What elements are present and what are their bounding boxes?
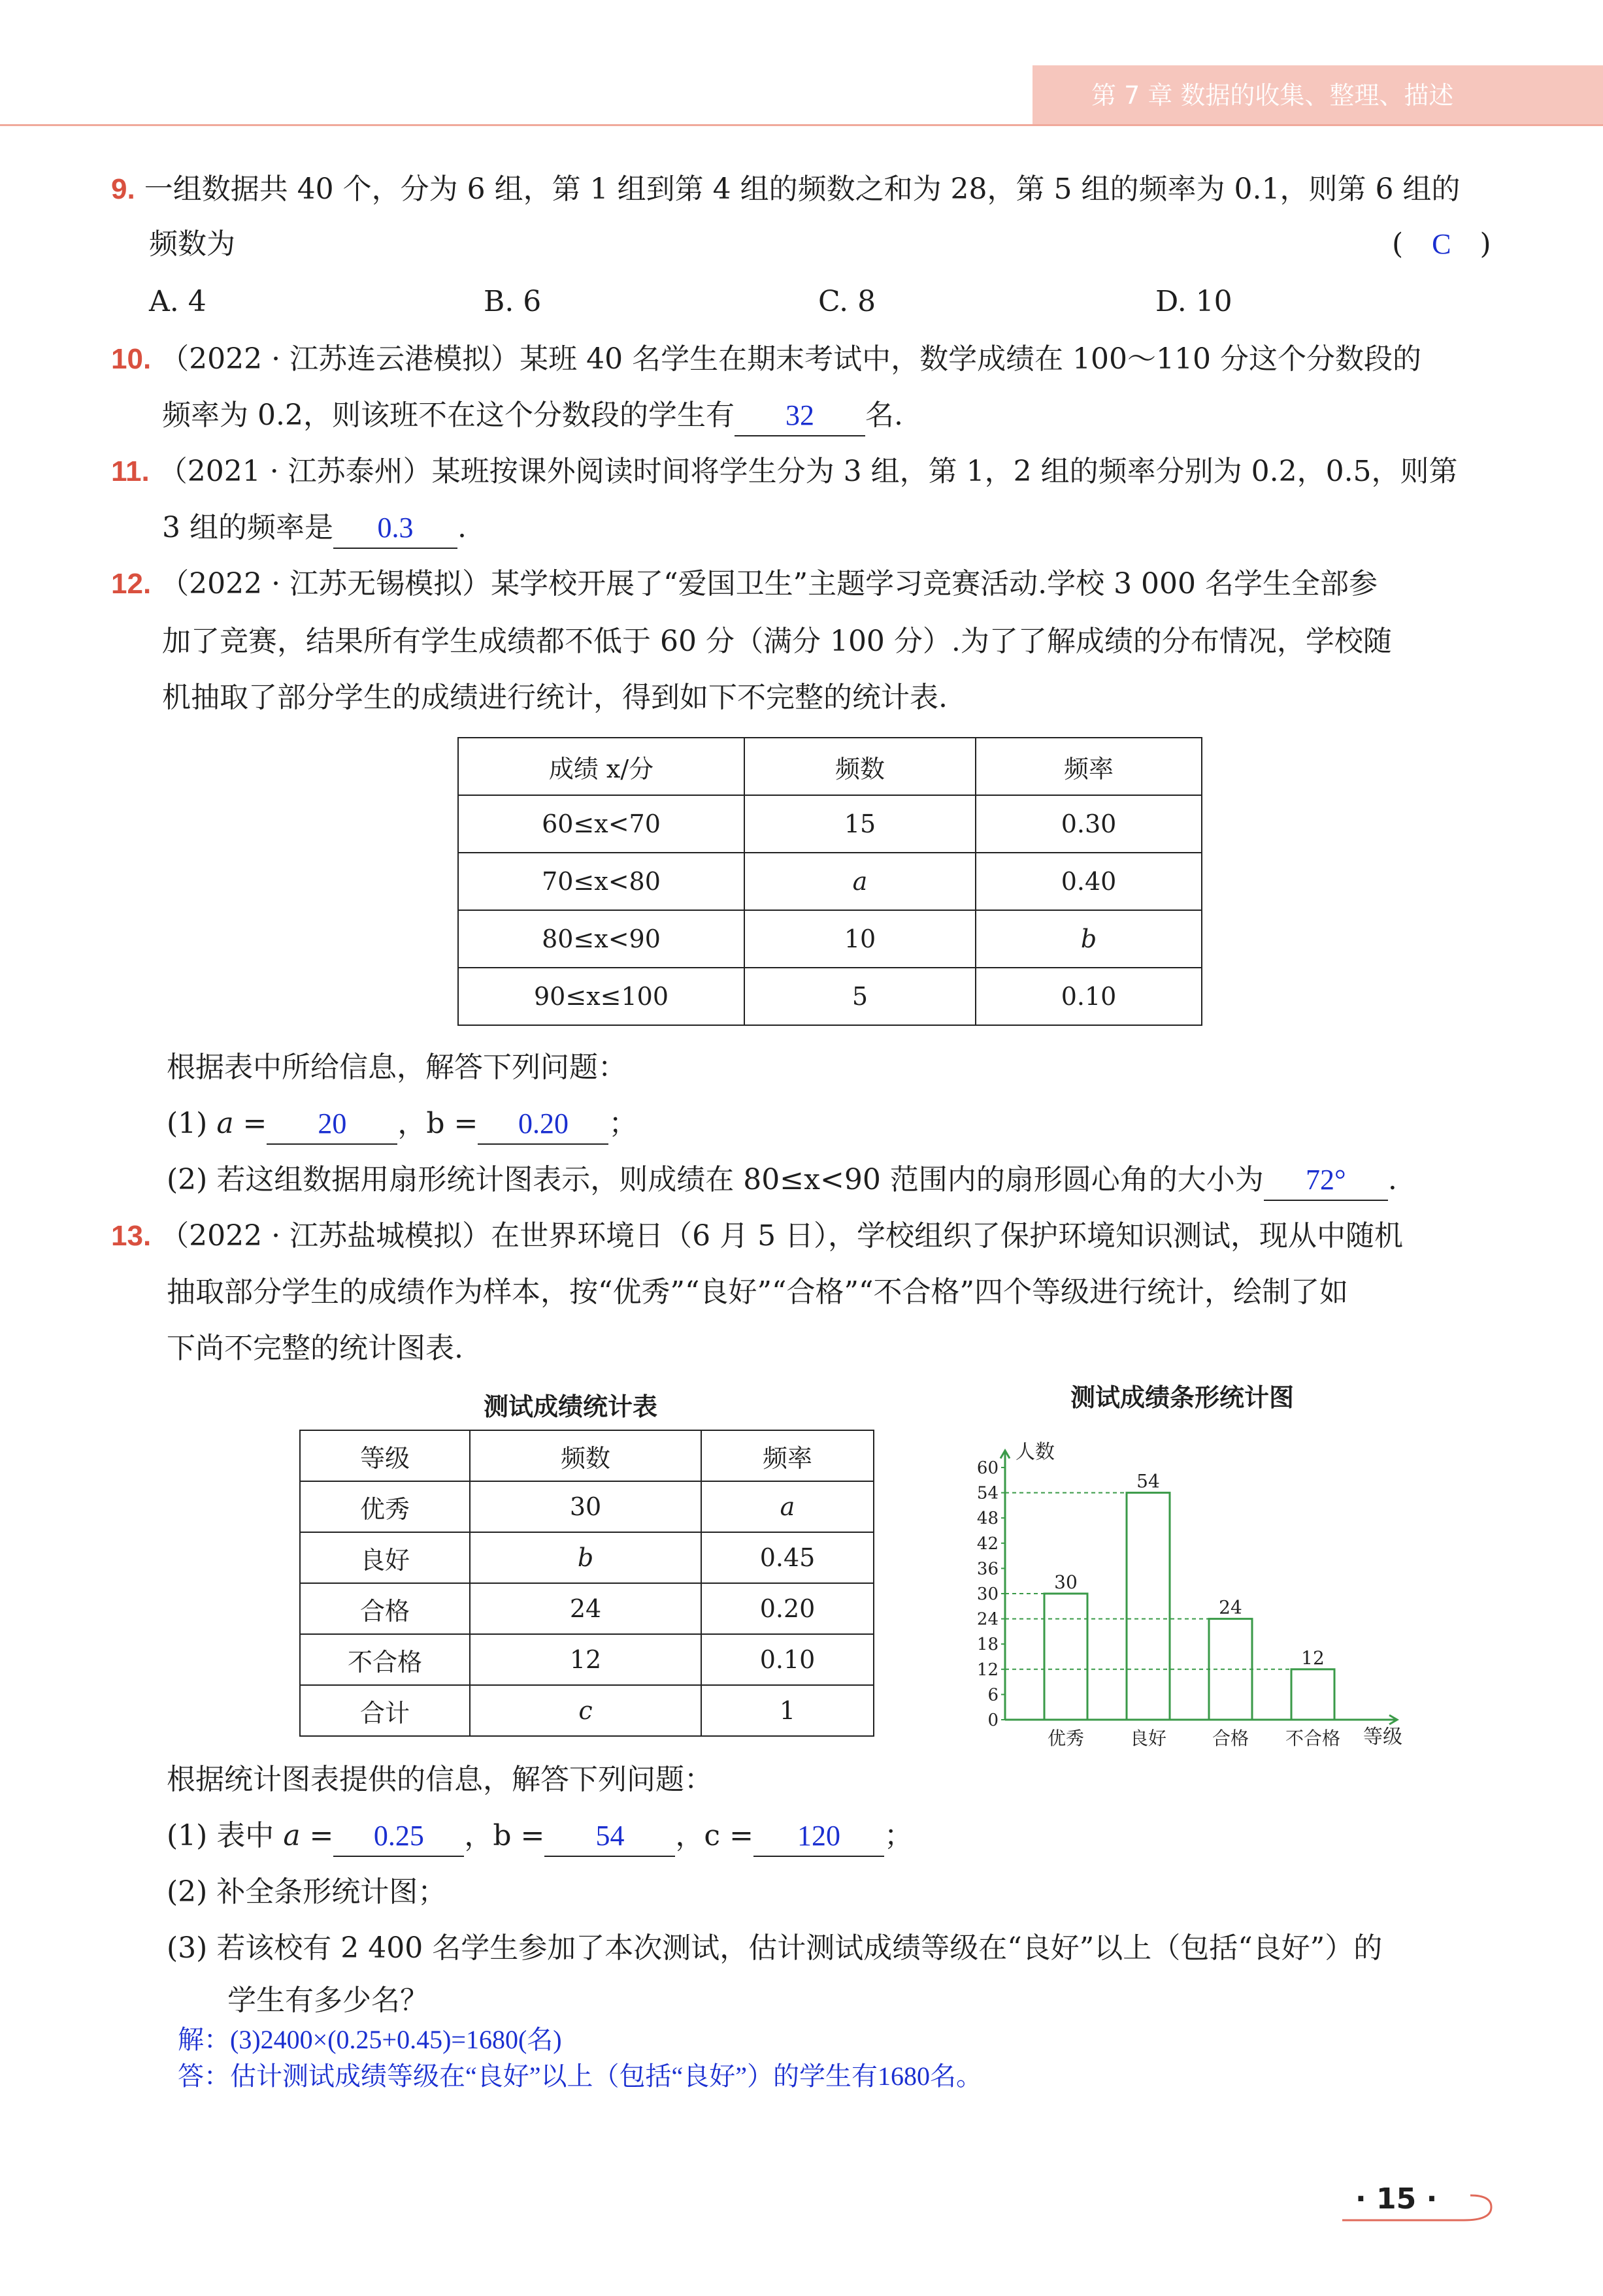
table-cell: 合格	[300, 1583, 470, 1634]
q13-line3: 下尚不完整的统计图表.	[167, 1332, 463, 1365]
q12-b-blank: 0.20	[478, 1104, 608, 1145]
q12-frequency-table	[457, 737, 1202, 1026]
bar-value-label: 54	[1136, 1470, 1160, 1492]
q13-b-blank: 54	[544, 1816, 675, 1857]
q10-answer-blank: 32	[735, 396, 865, 436]
y-tick-label: 18	[976, 1635, 999, 1655]
table-cell: 80≤x<90	[458, 910, 744, 968]
table-row	[300, 1583, 874, 1634]
bar	[1127, 1493, 1170, 1720]
x-tick-label: 优秀	[1047, 1728, 1085, 1749]
q12-part2: (2) 若这组数据用扇形统计图表示，则成绩在 80≤x<90 范围内的扇形圆心角的大小为 72° .	[167, 1151, 1397, 1209]
table-cell: 合计	[300, 1685, 470, 1736]
table-header-row	[300, 1430, 874, 1481]
q12-number: 12.	[111, 568, 152, 600]
table-cell: 优秀	[300, 1481, 470, 1532]
table-row	[300, 1634, 874, 1685]
table-row	[458, 795, 1202, 853]
q9-stem: 一组数据共 40 个，分为 6 组，第 1 组到第 4 组的频数之和为 28，第 5 组的频率为 0.1，则第 6 组的	[144, 172, 1461, 206]
q12-a-blank: 20	[267, 1104, 397, 1145]
q13-solution-line1: 解：(3)2400×(0.25+0.45)=1680(名)	[178, 2025, 562, 2054]
q9-line2: 频数为	[149, 227, 235, 261]
y-tick-label: 48	[976, 1509, 999, 1529]
q12-prompt: 根据表中所给信息，解答下列问题：	[167, 1051, 627, 1084]
chart-title: 测试成绩条形统计图	[1070, 1383, 1295, 1412]
q9-option-d: D. 10	[1155, 285, 1232, 318]
table-row	[458, 853, 1202, 910]
table-cell: b	[470, 1532, 701, 1583]
q9-option-b: B. 6	[484, 285, 542, 318]
table-row	[458, 910, 1202, 968]
table-header-cell: 频率	[701, 1430, 874, 1481]
q12-line3: 机抽取了部分学生的成绩进行统计，得到如下不完整的统计表.	[162, 681, 948, 714]
x-axis-label: 等级	[1363, 1726, 1402, 1748]
bar-value-label: 12	[1301, 1647, 1325, 1669]
q9-number: 9.	[111, 173, 135, 205]
q13-line1: 13. （2022 · 江苏盐城模拟）在世界环境日（6 月 5 日），学校组织了保护环境知识测试，现从中随机	[111, 1219, 1404, 1253]
q13-c-blank: 120	[753, 1816, 884, 1857]
y-tick-label: 54	[976, 1483, 999, 1503]
y-tick-label: 36	[976, 1559, 999, 1579]
table-cell: 60≤x<70	[458, 795, 744, 853]
q13-part3-line1: (3) 若该校有 2 400 名学生参加了本次测试，估计测试成绩等级在“良好”以上（包括“良好”）的	[167, 1931, 1383, 1965]
table-cell: 15	[744, 795, 976, 853]
table-header-cell: 等级	[300, 1430, 470, 1481]
table-cell: 1	[701, 1685, 874, 1736]
y-tick-label: 6	[987, 1685, 999, 1705]
table-cell: 0.40	[976, 853, 1202, 910]
x-tick-label: 良好	[1129, 1728, 1167, 1749]
table-cell: 24	[470, 1583, 701, 1634]
q13-part3-line2: 学生有多少名？	[227, 1984, 429, 2017]
table-row	[300, 1532, 874, 1583]
q11-answer-blank: 0.3	[333, 508, 457, 549]
y-tick-label: 30	[976, 1584, 999, 1604]
y-tick-label: 0	[987, 1711, 999, 1730]
q13-table-title: 测试成绩统计表	[484, 1392, 658, 1421]
q13-number: 13.	[111, 1220, 152, 1252]
q13-solution-line2: 答：估计测试成绩等级在“良好”以上（包括“良好”）的学生有1680名。	[178, 2061, 983, 2091]
page-number: · 15 ·	[1355, 2182, 1438, 2216]
y-axis-label: 人数	[1016, 1441, 1055, 1464]
table-header-cell: 频数	[744, 738, 976, 795]
bar	[1291, 1669, 1334, 1720]
table-cell: 10	[744, 910, 976, 968]
table-header-cell: 成绩 x/分	[458, 738, 744, 795]
q9-answer: C	[1432, 228, 1451, 260]
chapter-header-title: 第 7 章 数据的收集、整理、描述	[1091, 81, 1454, 110]
y-tick-label: 12	[976, 1660, 999, 1680]
header-rule	[0, 124, 1603, 126]
table-cell: a	[701, 1481, 874, 1532]
table-header-row	[458, 738, 1202, 795]
table-cell: 30	[470, 1481, 701, 1532]
q10-line1: 10. （2022 · 江苏连云港模拟）某班 40 名学生在期末考试中，数学成绩在 100～110 分这个分数段的	[111, 342, 1422, 376]
bar-chart	[961, 1418, 1457, 1771]
y-tick-label: 60	[976, 1458, 999, 1478]
bar-value-label: 30	[1054, 1571, 1078, 1593]
q13-part1: (1) 表中 a = 0.25 ，b = 54 ，c = 120 ；	[167, 1807, 913, 1865]
q10-line2: 频率为 0.2，则该班不在这个分数段的学生有 32 名.	[162, 387, 903, 444]
table-cell: 90≤x≤100	[458, 968, 744, 1025]
table-header-cell: 频率	[976, 738, 1202, 795]
table-row	[300, 1481, 874, 1532]
table-cell: 良好	[300, 1532, 470, 1583]
x-tick-label: 不合格	[1285, 1728, 1341, 1749]
table-cell: 70≤x<80	[458, 853, 744, 910]
table-cell: 0.45	[701, 1532, 874, 1583]
table-row	[300, 1685, 874, 1736]
q9-option-c: C. 8	[818, 285, 876, 318]
table-cell: 5	[744, 968, 976, 1025]
table-cell: 0.30	[976, 795, 1202, 853]
q13-part2: (2) 补全条形统计图；	[167, 1875, 447, 1909]
q13-grade-table	[299, 1430, 874, 1737]
table-cell: 不合格	[300, 1634, 470, 1685]
bar-value-label: 24	[1219, 1596, 1242, 1618]
table-cell: 0.10	[701, 1634, 874, 1685]
q12-line1: 12. （2022 · 江苏无锡模拟）某学校开展了“爱国卫生”主题学习竞赛活动.学校 3 000 名学生全部参	[111, 567, 1378, 600]
q11-line1: 11. （2021 · 江苏泰州）某班按课外阅读时间将学生分为 3 组，第 1，2 组的频率分别为 0.2，0.5，则第	[111, 455, 1458, 488]
q13-line2: 抽取部分学生的成绩作为样本，按“优秀”“良好”“合格”“不合格”四个等级进行统计，绘制了如	[167, 1275, 1348, 1309]
q9-option-a: A. 4	[149, 285, 207, 318]
q12-part1: (1) a = 20 ，b = 0.20 ；	[167, 1095, 637, 1153]
q10-number: 10.	[111, 343, 152, 375]
q9-answer-paren: ( C )	[1392, 227, 1491, 261]
y-tick-label: 24	[976, 1609, 999, 1630]
x-tick-label: 合格	[1212, 1728, 1249, 1749]
table-row	[458, 968, 1202, 1025]
q11-number: 11.	[111, 455, 150, 487]
table-cell: c	[470, 1685, 701, 1736]
q12-line2: 加了竞赛，结果所有学生成绩都不低于 60 分（满分 100 分）.为了了解成绩的分布情况，学校随	[162, 625, 1392, 658]
table-cell: 0.10	[976, 968, 1202, 1025]
page-number-swoosh-icon	[1340, 2188, 1496, 2227]
q9-line1	[111, 161, 1460, 218]
y-tick-label: 42	[976, 1533, 999, 1554]
table-cell: a	[744, 853, 976, 910]
q13-a-blank: 0.25	[333, 1816, 464, 1857]
table-cell: 0.20	[701, 1583, 874, 1634]
table-cell: 12	[470, 1634, 701, 1685]
table-header-cell: 频数	[470, 1430, 701, 1481]
q13-prompt: 根据统计图表提供的信息，解答下列问题：	[167, 1763, 713, 1796]
q12-angle-blank: 72°	[1264, 1160, 1388, 1201]
table-cell: b	[976, 910, 1202, 968]
q11-line2: 3 组的频率是 0.3 .	[162, 499, 467, 557]
bar	[1044, 1594, 1087, 1720]
